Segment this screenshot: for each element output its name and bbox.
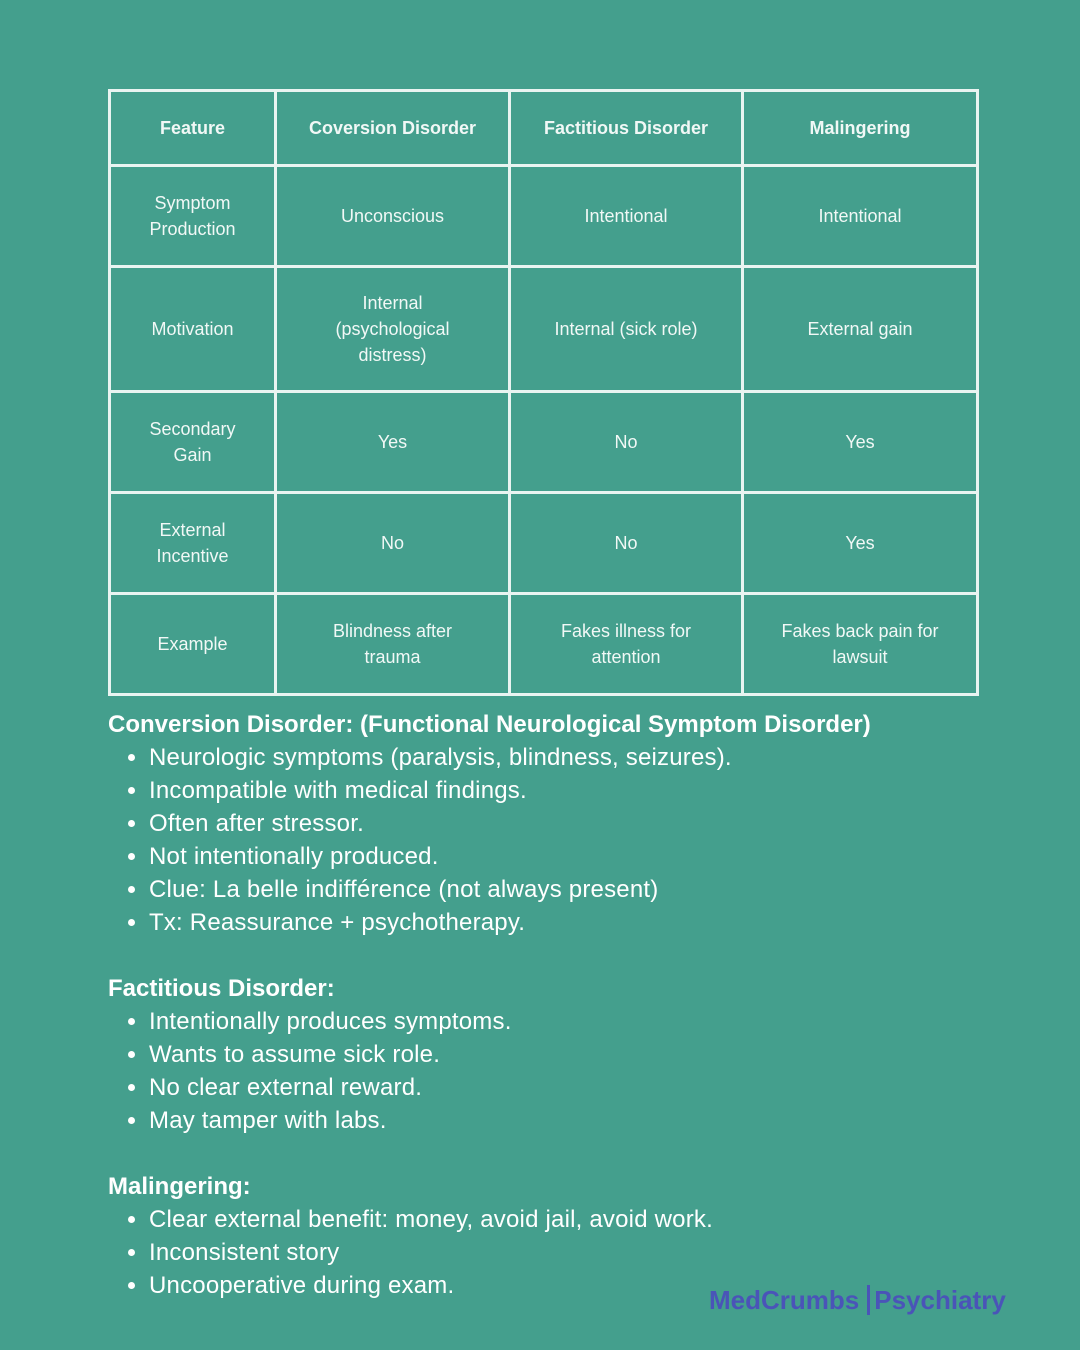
list-item: • Tx: Reassurance + psychotherapy.: [149, 906, 871, 939]
row-label: Symptom Production: [110, 166, 276, 267]
table-cell: Intentional: [510, 166, 743, 267]
table-row: [110, 493, 978, 594]
conversion-section: [108, 708, 871, 939]
list-item: • May tamper with labs.: [149, 1104, 512, 1137]
list-item: • Inconsistent story: [149, 1236, 713, 1269]
factitious-section: [108, 972, 512, 1137]
table-cell: External gain: [743, 267, 978, 392]
list-item: • Often after stressor.: [149, 807, 871, 840]
brand-topic: Psychiatry: [874, 1285, 1006, 1315]
list-item: • Incompatible with medical findings.: [149, 774, 871, 807]
row-label: Secondary Gain: [110, 392, 276, 493]
header-factitious: Factitious Disorder: [510, 91, 743, 166]
table-row: [110, 392, 978, 493]
table-cell: Yes: [276, 392, 510, 493]
brand-logo: [709, 1283, 1006, 1317]
table-cell: Internal (sick role): [510, 267, 743, 392]
malingering-heading: Malingering:: [108, 1173, 251, 1200]
row-label: Motivation: [110, 267, 276, 392]
row-label: External Incentive: [110, 493, 276, 594]
table-row: [110, 166, 978, 267]
table-cell: Yes: [743, 392, 978, 493]
comparison-table: [108, 89, 979, 696]
list-item: • Clear external benefit: money, avoid jail, avoid work.: [149, 1203, 713, 1236]
table-cell: Blindness after trauma: [276, 594, 510, 695]
malingering-list: [108, 1203, 713, 1302]
brand-divider: [867, 1285, 870, 1315]
factitious-heading: Factitious Disorder:: [108, 975, 335, 1002]
brand-name: MedCrumbs: [709, 1285, 860, 1315]
list-item: • Intentionally produces symptoms.: [149, 1005, 512, 1038]
table-row: [110, 594, 978, 695]
table-cell: Fakes back pain for lawsuit: [743, 594, 978, 695]
list-item: • No clear external reward.: [149, 1071, 512, 1104]
conversion-list: [108, 741, 871, 939]
table-row: [110, 267, 978, 392]
list-item: • Neurologic symptoms (paralysis, blindness, seizures).: [149, 741, 871, 774]
table-header-row: [110, 91, 978, 166]
list-item: • Clue: La belle indifférence (not always present): [149, 873, 871, 906]
table-cell: Intentional: [743, 166, 978, 267]
conversion-heading: Conversion Disorder: (Functional Neurological Symptom Disorder): [108, 711, 871, 738]
list-item: • Not intentionally produced.: [149, 840, 871, 873]
row-label: Example: [110, 594, 276, 695]
malingering-section: [108, 1170, 713, 1302]
table-cell: No: [276, 493, 510, 594]
header-feature: Feature: [110, 91, 276, 166]
table-cell: No: [510, 493, 743, 594]
header-malingering: Malingering: [743, 91, 978, 166]
factitious-list: [108, 1005, 512, 1137]
table-cell: Internal (psychological distress): [276, 267, 510, 392]
table-cell: Unconscious: [276, 166, 510, 267]
table-cell: Yes: [743, 493, 978, 594]
list-item: • Wants to assume sick role.: [149, 1038, 512, 1071]
list-item: • Uncooperative during exam.: [149, 1269, 713, 1302]
table-cell: No: [510, 392, 743, 493]
table-cell: Fakes illness for attention: [510, 594, 743, 695]
header-conversion: Coversion Disorder: [276, 91, 510, 166]
